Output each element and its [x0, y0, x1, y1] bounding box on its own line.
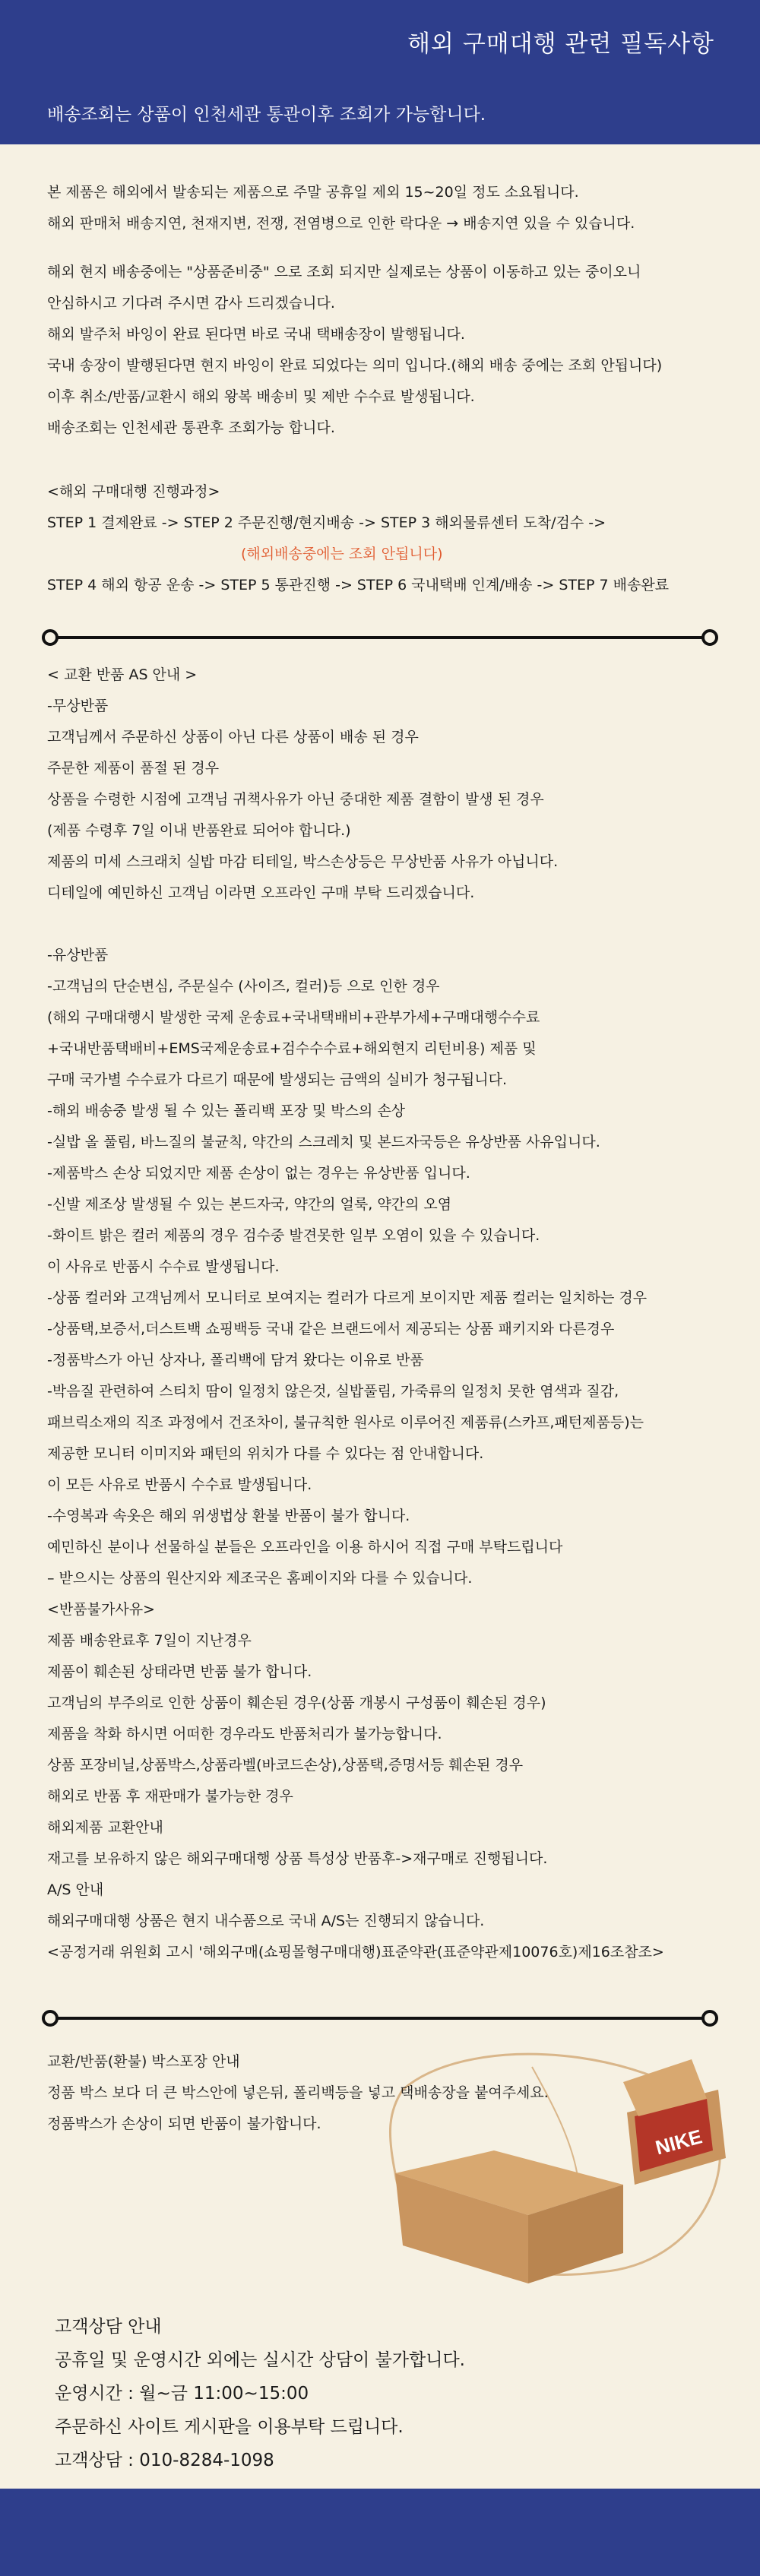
page-title: 해외 구매대행 관련 필독사항 [407, 30, 714, 58]
exchange-line: 구매 국가별 수수료가 다르기 때문에 발생되는 금액의 실비가 청구됩니다. [47, 1071, 507, 1088]
exchange-line [47, 909, 716, 940]
notice-line: 이후 취소/반품/교환시 해외 왕복 배송비 및 제반 수수료 발생됩니다. [47, 388, 475, 405]
packaging-line: 정품박스가 손상이 되면 반품이 불가합니다. [47, 2116, 321, 2132]
exchange-line: -고객님의 단순변심, 주문실수 (사이즈, 컬러)등 으로 인한 경우 [47, 978, 440, 995]
intro-section [47, 177, 716, 239]
exchange-line: A/S 안내 [47, 1881, 104, 1898]
process-title: <해외 구매대행 진행과정> [47, 483, 220, 500]
notice-line: 안심하시고 기다려 주시면 감사 드리겠습니다. [47, 295, 335, 312]
exchange-line: 패브릭소재의 직조 과정에서 건조차이, 불규칙한 원사로 이루어진 제품류(스카프,패턴제품등)는 [47, 1414, 644, 1431]
exchange-line: (해외 구매대행시 발생한 국제 운송료+국내택배비+관부가세+구매대행수수료 [47, 1009, 540, 1026]
exchange-line: -유상반품 [47, 947, 109, 964]
exchange-line: <반품불가사유> [47, 1601, 155, 1618]
process-section [47, 476, 716, 601]
exchange-line: 고객님의 부주의로 인한 상품이 훼손된 경우(상품 개봉시 구성품이 훼손된 경우) [47, 1695, 546, 1711]
header-banner [0, 0, 760, 144]
exchange-line: -상품 컬러와 고객님께서 모니터로 보여지는 컬러가 다르게 보이지만 제품 컬러는 일치하는 경우 [47, 1290, 648, 1306]
exchange-line: 해외제품 교환안내 [47, 1819, 163, 1836]
packaging-line: 정품 박스 보다 더 큰 박스안에 넣은뒤, 폴리백등을 넣고 택배송장을 붙여주세요. [47, 2084, 549, 2101]
header-subtitle: 배송조회는 상품이 인천세관 통관이후 조회가 가능합니다. [47, 105, 486, 125]
exchange-line: 제공한 모니터 이미지와 패턴의 위치가 다를 수 있다는 점 안내합니다. [47, 1445, 484, 1462]
contact-line: 공휴일 및 운영시간 외에는 실시간 상담이 불가합니다. [55, 2350, 465, 2370]
packaging-section [47, 2046, 716, 2140]
notice-line: 배송조회는 인천세관 통관후 조회가능 합니다. [47, 419, 335, 436]
exchange-line: 예민하신 분이나 선물하실 분들은 오프라인을 이용 하시어 직접 구매 부탁드립니다 [47, 1539, 563, 1555]
shipping-box-icon [395, 2150, 623, 2283]
exchange-line: -신발 제조상 발생될 수 있는 본드자국, 약간의 얼룩, 약간의 오염 [47, 1196, 452, 1213]
exchange-line: 상품 포장비닐,상품박스,상품라벨(바코드손상),상품택,증명서등 훼손된 경우 [47, 1757, 524, 1774]
exchange-line: 제품의 미세 스크래치 실밥 마감 티테일, 박스손상등은 무상반품 사유가 아닙니다. [47, 853, 559, 870]
exchange-line: 재고를 보유하지 않은 해외구매대행 상품 특성상 반품후->재구매로 진행됩니다. [47, 1850, 548, 1867]
section-divider [42, 2010, 718, 2027]
contact-section [55, 2310, 465, 2477]
footer-banner [0, 2489, 760, 2576]
contact-phone: 고객상담 : 010-8284-1098 [55, 2451, 274, 2470]
exchange-line: – 받으시는 상품의 원산지와 제조국은 홈페이지와 다를 수 있습니다. [47, 1570, 473, 1587]
exchange-line: +국내반품택배비+EMS국제운송료+검수수수료+해외현지 리턴비용) 제품 및 [47, 1040, 537, 1057]
exchange-line: 디테일에 예민하신 고객님 이라면 오프라인 구매 부탁 드리겠습니다. [47, 885, 475, 901]
exchange-line: -해외 배송중 발생 될 수 있는 폴리백 포장 및 박스의 손상 [47, 1103, 406, 1119]
exchange-line: 해외구매대행 상품은 현지 내수품으로 국내 A/S는 진행되지 않습니다. [47, 1913, 485, 1929]
notice-section [47, 257, 716, 444]
exchange-line: 상품을 수령한 시점에 고객님 귀책사유가 아닌 중대한 제품 결함이 발생 된 경우 [47, 791, 544, 808]
exchange-line: 제품 배송완료후 7일이 지난경우 [47, 1632, 252, 1649]
exchange-line: 이 사유로 반품시 수수료 발생됩니다. [47, 1258, 280, 1275]
contact-title: 고객상담 안내 [55, 2317, 162, 2337]
exchange-line: -정품박스가 아닌 상자나, 폴리백에 담겨 왔다는 이유로 반품 [47, 1352, 424, 1369]
exchange-line: -상품택,보증서,더스트백 쇼핑백등 국내 같은 브랜드에서 제공되는 상품 패키지와 다른경우 [47, 1321, 615, 1337]
exchange-line: 제품이 훼손된 상태라면 반품 불가 합니다. [47, 1663, 312, 1680]
exchange-line: < 교환 반품 AS 안내 > [47, 666, 198, 683]
exchange-line: -제품박스 손상 되었지만 제품 손상이 없는 경우는 유상반품 입니다. [47, 1165, 470, 1182]
contact-hours: 운영시간 : 월~금 11:00~15:00 [55, 2384, 309, 2404]
exchange-line: <공정거래 위원회 고시 '해외구매(쇼핑몰형구매대행)표준약관(표준약관제10076호)제16조참조> [47, 1944, 664, 1960]
intro-line: 본 제품은 해외에서 발송되는 제품으로 주말 공휴일 제외 15~20일 정도 소요됩니다. [47, 184, 579, 201]
exchange-line: 이 모든 사유로 반품시 수수료 발생됩니다. [47, 1476, 312, 1493]
notice-line: 국내 송장이 발행된다면 현지 바잉이 완료 되었다는 의미 입니다.(해외 배송 중에는 조회 안됩니다) [47, 357, 663, 374]
exchange-line: 주문한 제품이 품절 된 경우 [47, 760, 220, 777]
contact-line: 주문하신 사이트 게시판을 이용부탁 드립니다. [55, 2417, 404, 2437]
packaging-line: 교환/반품(환불) 박스포장 안내 [47, 2053, 240, 2070]
intro-line: 해외 판매처 배송지연, 천재지변, 전쟁, 전염병으로 인한 락다운 → 배송지연 있을 수 있습니다. [47, 215, 635, 232]
notice-line: 해외 현지 배송중에는 "상품준비중" 으로 조회 되지만 실제로는 상품이 이동하고 있는 중이오니 [47, 264, 641, 280]
exchange-line: -화이트 밝은 컬러 제품의 경우 검수중 발견못한 일부 오염이 있을 수 있습니다. [47, 1227, 540, 1244]
process-step-line: STEP 1 결제완료 -> STEP 2 주문진행/현지배송 -> STEP 3 해외물류센터 도착/검수 -> [47, 514, 606, 531]
exchange-line: 고객님께서 주문하신 상품이 아닌 다른 상품이 배송 된 경우 [47, 729, 419, 745]
process-step-line: STEP 4 해외 항공 운송 -> STEP 5 통관진행 -> STEP 6 국내택배 인계/배송 -> STEP 7 배송완료 [47, 577, 670, 593]
exchange-line: -박음질 관련하여 스티치 땀이 일정치 않은것, 실밥풀림, 가죽류의 일정치 못한 염색과 질감, [47, 1383, 619, 1400]
exchange-section [47, 660, 716, 1968]
exchange-line: -무상반품 [47, 698, 109, 714]
exchange-line: (제품 수령후 7일 이내 반품완료 되어야 합니다.) [47, 822, 351, 839]
section-divider [42, 629, 718, 646]
notice-line: 해외 발주처 바잉이 완료 된다면 바로 국내 택배송장이 발행됩니다. [47, 326, 465, 343]
exchange-line: 제품을 착화 하시면 어떠한 경우라도 반품처리가 불가능합니다. [47, 1726, 442, 1742]
exchange-line: -실밥 올 풀림, 바느질의 불균칙, 약간의 스크레치 및 본드자국등은 유상반품 사유입니다. [47, 1134, 600, 1150]
exchange-line: -수영복과 속옷은 해외 위생법상 환불 반품이 불가 합니다. [47, 1508, 410, 1524]
shoe-box-brand-text: NIKE [653, 2125, 705, 2160]
exchange-line: 해외로 반품 후 재판매가 불가능한 경우 [47, 1788, 293, 1805]
process-note: (해외배송중에는 조회 안됩니다) [241, 546, 443, 562]
